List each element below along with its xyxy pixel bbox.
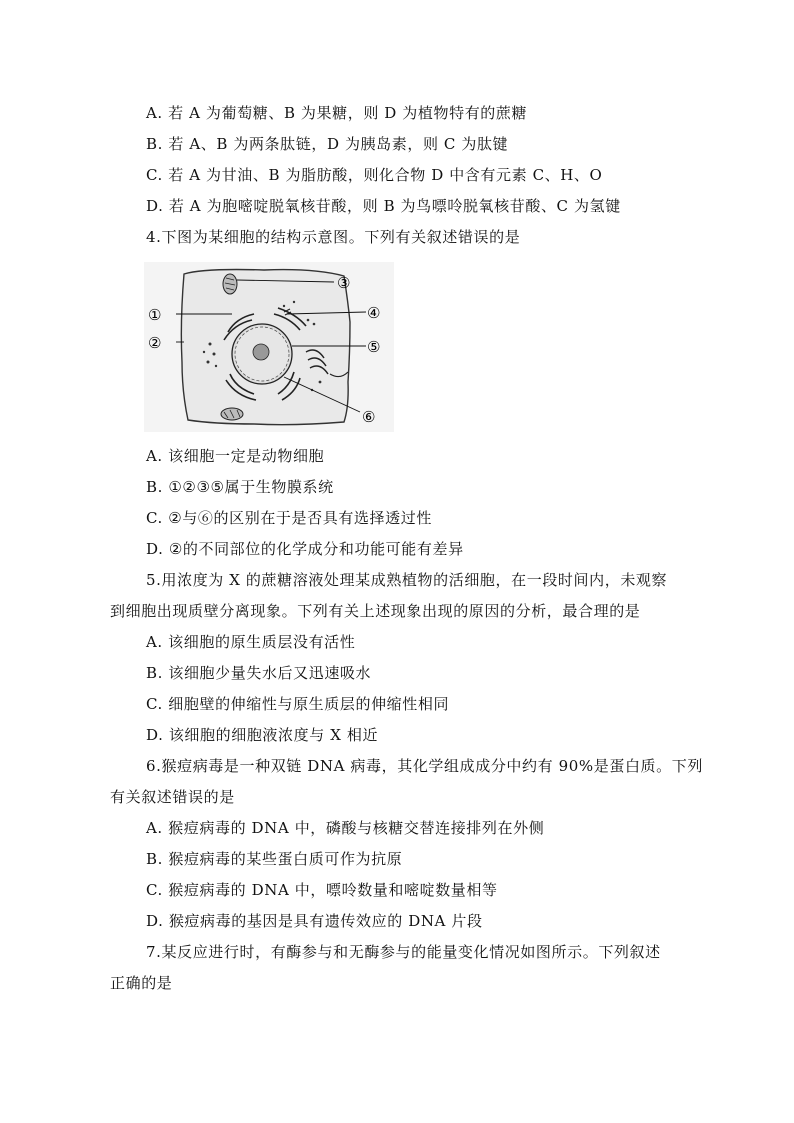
q4-option-d: D. ②的不同部位的化学成分和功能可能有差异 (146, 540, 464, 558)
q6-option-a: A. 猴痘病毒的 DNA 中，磷酸与核糖交替连接排列在外侧 (146, 819, 545, 837)
q6-option-d: D. 猴痘病毒的基因是具有遗传效应的 DNA 片段 (146, 912, 483, 930)
q6-stem-line2: 有关叙述错误的是 (110, 788, 235, 806)
label-5: ⑤ (367, 338, 381, 356)
q6-option-c: C. 猴痘病毒的 DNA 中，嘌呤数量和嘧啶数量相等 (146, 881, 498, 899)
q5-option-a: A. 该细胞的原生质层没有活性 (146, 633, 356, 651)
q4-option-c: C. ②与⑥的区别在于是否具有选择透过性 (146, 509, 432, 527)
q3-option-b: B. 若 A、B 为两条肽链，D 为胰岛素，则 C 为肽键 (146, 135, 509, 153)
q3-option-a: A. 若 A 为葡萄糖、B 为果糖，则 D 为植物特有的蔗糖 (146, 104, 528, 122)
q7-stem-line2: 正确的是 (110, 974, 173, 992)
q3-option-c: C. 若 A 为甘油、B 为脂肪酸，则化合物 D 中含有元素 C、H、O (146, 166, 603, 184)
q4-option-a: A. 该细胞一定是动物细胞 (146, 447, 325, 465)
q5-option-c: C. 细胞壁的伸缩性与原生质层的伸缩性相同 (146, 695, 450, 713)
q5-stem-line2: 到细胞出现质壁分离现象。下列有关上述现象出现的原因的分析，最合理的是 (110, 602, 641, 620)
q6-stem-line1: 6.猴痘病毒是一种双链 DNA 病毒，其化学组成成分中约有 90%是蛋白质。下列 (146, 757, 703, 775)
q5-stem-line1: 5.用浓度为 X 的蔗糖溶液处理某成熟植物的活细胞，在一段时间内，未观察 (146, 571, 668, 589)
label-2: ② (148, 334, 162, 352)
label-4: ④ (367, 304, 381, 322)
label-6: ⑥ (362, 408, 376, 426)
label-1: ① (148, 306, 162, 324)
q4-stem: 4.下图为某细胞的结构示意图。下列有关叙述错误的是 (146, 228, 521, 246)
cell-structure-diagram (144, 262, 394, 432)
q7-stem-line1: 7.某反应进行时，有酶参与和无酶参与的能量变化情况如图所示。下列叙述 (146, 943, 661, 961)
q5-option-b: B. 该细胞少量失水后又迅速吸水 (146, 664, 372, 682)
q4-option-b: B. ①②③⑤属于生物膜系统 (146, 478, 334, 496)
q6-option-b: B. 猴痘病毒的某些蛋白质可作为抗原 (146, 850, 403, 868)
label-3: ③ (337, 274, 351, 292)
q5-option-d: D. 该细胞的细胞液浓度与 X 相近 (146, 726, 379, 744)
q3-option-d: D. 若 A 为胞嘧啶脱氧核苷酸，则 B 为鸟嘌呤脱氧核苷酸、C 为氢键 (146, 197, 621, 215)
